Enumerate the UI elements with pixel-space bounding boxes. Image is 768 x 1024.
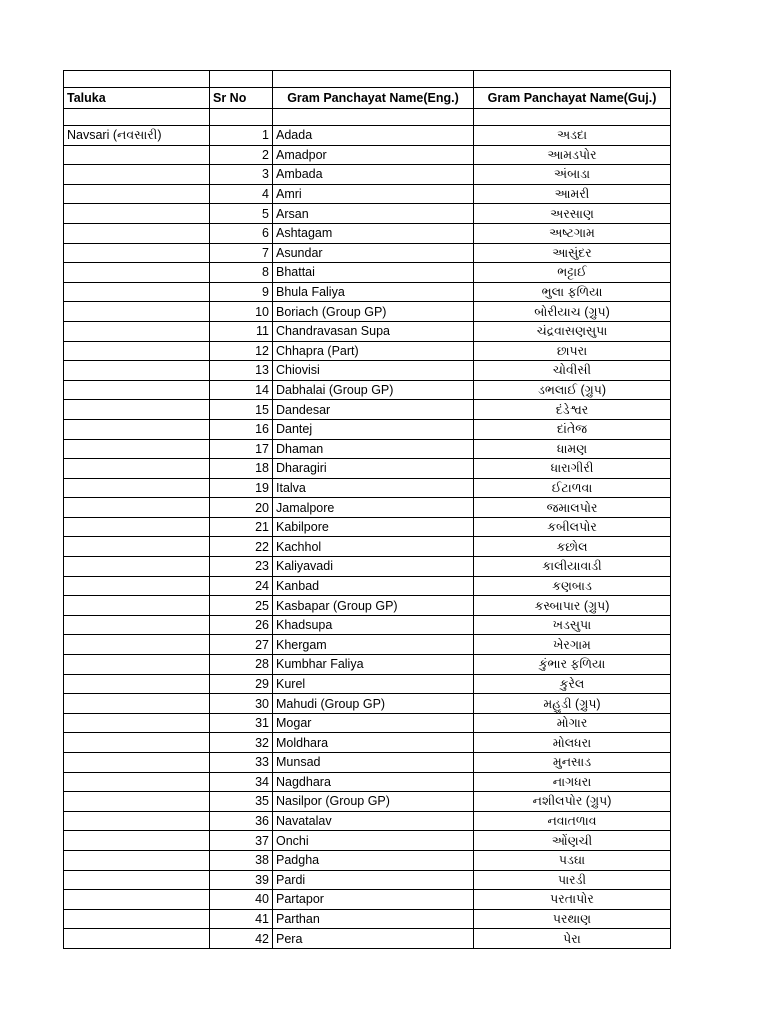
sr-no-cell: 12: [210, 341, 273, 361]
taluka-cell: [64, 615, 210, 635]
table-row: [64, 223, 671, 243]
table-row: [64, 204, 671, 224]
gp-name-eng-cell: Asundar: [273, 243, 474, 263]
gp-name-guj-cell: ભુલા ફળિયા: [474, 282, 671, 302]
taluka-cell: [64, 674, 210, 694]
table-row: [64, 517, 671, 537]
gp-name-guj-cell: ધામણ: [474, 439, 671, 459]
gp-name-eng-cell: Kabilpore: [273, 517, 474, 537]
gp-name-guj-cell: કબીલપોર: [474, 517, 671, 537]
gp-name-eng-cell: Partapor: [273, 890, 474, 910]
sr-no-cell: 25: [210, 596, 273, 616]
header-sr-no: Sr No: [210, 88, 273, 109]
table-row: [64, 184, 671, 204]
gp-name-eng-cell: Pardi: [273, 870, 474, 890]
gp-name-guj-cell: ઓંણચી: [474, 831, 671, 851]
table-row: [64, 850, 671, 870]
taluka-cell: [64, 184, 210, 204]
gp-name-eng-cell: Moldhara: [273, 733, 474, 753]
sr-no-cell: 3: [210, 165, 273, 185]
taluka-cell: [64, 576, 210, 596]
sr-no-cell: 23: [210, 557, 273, 577]
sr-no-cell: 40: [210, 890, 273, 910]
taluka-cell: [64, 341, 210, 361]
gp-name-eng-cell: Amri: [273, 184, 474, 204]
sr-no-cell: 7: [210, 243, 273, 263]
sr-no-cell: 29: [210, 674, 273, 694]
table-row: [64, 478, 671, 498]
gp-name-guj-cell: ચંદ્રવાસણસુપા: [474, 321, 671, 341]
gp-name-eng-cell: Khergam: [273, 635, 474, 655]
sr-no-cell: 24: [210, 576, 273, 596]
gp-name-guj-cell: આસુંદર: [474, 243, 671, 263]
taluka-cell: [64, 165, 210, 185]
gp-name-eng-cell: Onchi: [273, 831, 474, 851]
sr-no-cell: 10: [210, 302, 273, 322]
table-row: [64, 674, 671, 694]
sr-no-cell: 6: [210, 223, 273, 243]
empty-cell: [273, 109, 474, 126]
sr-no-cell: 17: [210, 439, 273, 459]
taluka-cell: [64, 909, 210, 929]
table-row: [64, 165, 671, 185]
table-row: [64, 870, 671, 890]
gp-name-guj-cell: દંડેશ્વર: [474, 400, 671, 420]
gp-name-eng-cell: Kanbad: [273, 576, 474, 596]
sr-no-cell: 30: [210, 694, 273, 714]
taluka-cell: [64, 753, 210, 773]
taluka-cell: [64, 655, 210, 675]
sr-no-cell: 42: [210, 929, 273, 949]
sr-no-cell: 39: [210, 870, 273, 890]
gp-name-eng-cell: Jamalpore: [273, 498, 474, 518]
gp-name-eng-cell: Pera: [273, 929, 474, 949]
table-row: [64, 655, 671, 675]
gp-name-guj-cell: નવાતળાવ: [474, 811, 671, 831]
taluka-cell: [64, 439, 210, 459]
gp-name-eng-cell: Nagdhara: [273, 772, 474, 792]
table-row: [64, 890, 671, 910]
gp-name-eng-cell: Munsad: [273, 753, 474, 773]
empty-cell: [273, 71, 474, 88]
taluka-cell: [64, 870, 210, 890]
gp-name-guj-cell: કુંભાર ફળિયા: [474, 655, 671, 675]
table-row: [64, 753, 671, 773]
table-row: [64, 615, 671, 635]
taluka-cell: [64, 361, 210, 381]
table-row: [64, 576, 671, 596]
table-row: [64, 792, 671, 812]
taluka-cell: [64, 419, 210, 439]
sr-no-cell: 37: [210, 831, 273, 851]
gp-name-eng-cell: Chhapra (Part): [273, 341, 474, 361]
gp-name-guj-cell: પરતાપોર: [474, 890, 671, 910]
gp-name-eng-cell: Padgha: [273, 850, 474, 870]
gp-name-eng-cell: Kasbapar (Group GP): [273, 596, 474, 616]
sr-no-cell: 28: [210, 655, 273, 675]
gp-name-eng-cell: Chandravasan Supa: [273, 321, 474, 341]
gp-name-guj-cell: મુનસાડ: [474, 753, 671, 773]
gp-name-guj-cell: ડભલાઈ (ગ્રુપ): [474, 380, 671, 400]
gp-name-eng-cell: Kumbhar Faliya: [273, 655, 474, 675]
gp-name-eng-cell: Dandesar: [273, 400, 474, 420]
sr-no-cell: 4: [210, 184, 273, 204]
taluka-cell: [64, 831, 210, 851]
table-row: [64, 733, 671, 753]
taluka-cell: [64, 145, 210, 165]
gp-name-guj-cell: પેરા: [474, 929, 671, 949]
taluka-cell: [64, 792, 210, 812]
sr-no-cell: 36: [210, 811, 273, 831]
taluka-cell: [64, 713, 210, 733]
taluka-cell: [64, 282, 210, 302]
table-row: [64, 380, 671, 400]
gp-name-guj-cell: કણબાડ: [474, 576, 671, 596]
blank-row: [64, 71, 671, 88]
sr-no-cell: 11: [210, 321, 273, 341]
gp-name-eng-cell: Adada: [273, 126, 474, 146]
gp-name-guj-cell: ધારાગીરી: [474, 459, 671, 479]
gp-name-guj-cell: અરસાણ: [474, 204, 671, 224]
sr-no-cell: 18: [210, 459, 273, 479]
sr-no-cell: 33: [210, 753, 273, 773]
gp-name-eng-cell: Khadsupa: [273, 615, 474, 635]
table-row: [64, 811, 671, 831]
gp-name-guj-cell: કછોલ: [474, 537, 671, 557]
gp-name-eng-cell: Kaliyavadi: [273, 557, 474, 577]
table-row: [64, 321, 671, 341]
table-row: [64, 909, 671, 929]
table-row: [64, 459, 671, 479]
taluka-cell: [64, 733, 210, 753]
gp-name-eng-cell: Nasilpor (Group GP): [273, 792, 474, 812]
sr-no-cell: 20: [210, 498, 273, 518]
table-row: [64, 302, 671, 322]
taluka-cell: [64, 635, 210, 655]
taluka-cell: [64, 478, 210, 498]
table-row: [64, 557, 671, 577]
taluka-cell: [64, 400, 210, 420]
gp-name-guj-cell: કસ્બાપાર (ગ્રુપ): [474, 596, 671, 616]
empty-cell: [474, 109, 671, 126]
taluka-cell: [64, 204, 210, 224]
table-row: [64, 419, 671, 439]
gp-name-eng-cell: Ashtagam: [273, 223, 474, 243]
table-row: [64, 537, 671, 557]
gp-name-eng-cell: Parthan: [273, 909, 474, 929]
taluka-cell: [64, 302, 210, 322]
table-row: [64, 126, 671, 146]
gp-name-eng-cell: Dharagiri: [273, 459, 474, 479]
taluka-cell: [64, 321, 210, 341]
taluka-cell: [64, 380, 210, 400]
taluka-cell: [64, 890, 210, 910]
table-row: [64, 694, 671, 714]
sr-no-cell: 13: [210, 361, 273, 381]
gp-name-guj-cell: અષ્ટગામ: [474, 223, 671, 243]
sr-no-cell: 41: [210, 909, 273, 929]
gp-name-guj-cell: આમડપોર: [474, 145, 671, 165]
gp-name-guj-cell: મોગાર: [474, 713, 671, 733]
table-row: [64, 772, 671, 792]
sr-no-cell: 1: [210, 126, 273, 146]
gp-name-guj-cell: કાલીયાવાડી: [474, 557, 671, 577]
gp-name-guj-cell: પડઘા: [474, 850, 671, 870]
table-row: [64, 929, 671, 949]
table-row: [64, 831, 671, 851]
gp-name-eng-cell: Ambada: [273, 165, 474, 185]
gp-name-eng-cell: Italva: [273, 478, 474, 498]
gp-name-eng-cell: Amadpor: [273, 145, 474, 165]
gp-name-eng-cell: Navatalav: [273, 811, 474, 831]
blank-row: [64, 109, 671, 126]
gp-name-eng-cell: Chiovisi: [273, 361, 474, 381]
gp-name-eng-cell: Dantej: [273, 419, 474, 439]
taluka-cell: [64, 537, 210, 557]
gp-name-guj-cell: કુરેલ: [474, 674, 671, 694]
sr-no-cell: 32: [210, 733, 273, 753]
gp-name-guj-cell: નશીલપોર (ગ્રુપ): [474, 792, 671, 812]
sr-no-cell: 38: [210, 850, 273, 870]
taluka-cell: [64, 498, 210, 518]
gp-name-eng-cell: Dhaman: [273, 439, 474, 459]
header-row: [64, 88, 671, 109]
taluka-cell: [64, 263, 210, 283]
empty-cell: [210, 109, 273, 126]
gp-name-guj-cell: મોલધરા: [474, 733, 671, 753]
taluka-cell: [64, 223, 210, 243]
table-row: [64, 400, 671, 420]
gp-name-guj-cell: આમરી: [474, 184, 671, 204]
sr-no-cell: 15: [210, 400, 273, 420]
gp-name-eng-cell: Dabhalai (Group GP): [273, 380, 474, 400]
gp-name-guj-cell: નાગધરા: [474, 772, 671, 792]
gp-name-guj-cell: પરથાણ: [474, 909, 671, 929]
taluka-cell: [64, 811, 210, 831]
gp-name-guj-cell: જમાલપોર: [474, 498, 671, 518]
sr-no-cell: 8: [210, 263, 273, 283]
gp-name-guj-cell: બોરીયાચ (ગ્રુપ): [474, 302, 671, 322]
table-row: [64, 145, 671, 165]
sr-no-cell: 34: [210, 772, 273, 792]
table-row: [64, 282, 671, 302]
gp-name-eng-cell: Mahudi (Group GP): [273, 694, 474, 714]
table-row: [64, 635, 671, 655]
sr-no-cell: 35: [210, 792, 273, 812]
empty-cell: [474, 71, 671, 88]
taluka-cell: [64, 459, 210, 479]
sr-no-cell: 5: [210, 204, 273, 224]
sr-no-cell: 16: [210, 419, 273, 439]
sr-no-cell: 2: [210, 145, 273, 165]
gp-name-guj-cell: ઈટાળવા: [474, 478, 671, 498]
header-taluka: Taluka: [64, 88, 210, 109]
header-name-guj: Gram Panchayat Name(Guj.): [474, 88, 671, 109]
table-row: [64, 361, 671, 381]
gp-name-eng-cell: Mogar: [273, 713, 474, 733]
sr-no-cell: 9: [210, 282, 273, 302]
gp-name-eng-cell: Bhula Faliya: [273, 282, 474, 302]
table-row: [64, 596, 671, 616]
empty-cell: [64, 71, 210, 88]
table-row: [64, 263, 671, 283]
gp-name-guj-cell: દાંતેજ: [474, 419, 671, 439]
taluka-cell: Navsari (નવસારી): [64, 126, 210, 146]
gp-name-guj-cell: પારડી: [474, 870, 671, 890]
sr-no-cell: 19: [210, 478, 273, 498]
gp-name-eng-cell: Arsan: [273, 204, 474, 224]
sr-no-cell: 21: [210, 517, 273, 537]
table-row: [64, 498, 671, 518]
gp-name-eng-cell: Boriach (Group GP): [273, 302, 474, 322]
gp-name-guj-cell: અંબાડા: [474, 165, 671, 185]
taluka-cell: [64, 694, 210, 714]
taluka-cell: [64, 772, 210, 792]
taluka-cell: [64, 596, 210, 616]
sr-no-cell: 14: [210, 380, 273, 400]
gp-name-guj-cell: ભટ્ટાઈ: [474, 263, 671, 283]
table-row: [64, 439, 671, 459]
gp-name-guj-cell: ચોવીસી: [474, 361, 671, 381]
sr-no-cell: 22: [210, 537, 273, 557]
gp-name-guj-cell: છાપરા: [474, 341, 671, 361]
sr-no-cell: 26: [210, 615, 273, 635]
empty-cell: [64, 109, 210, 126]
table-row: [64, 341, 671, 361]
gp-name-eng-cell: Kurel: [273, 674, 474, 694]
table-row: [64, 713, 671, 733]
empty-cell: [210, 71, 273, 88]
gp-name-guj-cell: ખડસુપા: [474, 615, 671, 635]
sr-no-cell: 31: [210, 713, 273, 733]
taluka-cell: [64, 557, 210, 577]
header-name-eng: Gram Panchayat Name(Eng.): [273, 88, 474, 109]
gp-name-eng-cell: Bhattai: [273, 263, 474, 283]
taluka-cell: [64, 929, 210, 949]
taluka-cell: [64, 850, 210, 870]
sr-no-cell: 27: [210, 635, 273, 655]
table-body: [64, 71, 671, 949]
gp-name-guj-cell: અડદા: [474, 126, 671, 146]
gram-panchayat-table: [63, 70, 671, 949]
gp-name-guj-cell: મહુડી (ગ્રુપ): [474, 694, 671, 714]
taluka-cell: [64, 517, 210, 537]
table-row: [64, 243, 671, 263]
gp-name-eng-cell: Kachhol: [273, 537, 474, 557]
taluka-cell: [64, 243, 210, 263]
gp-name-guj-cell: ખેરગામ: [474, 635, 671, 655]
